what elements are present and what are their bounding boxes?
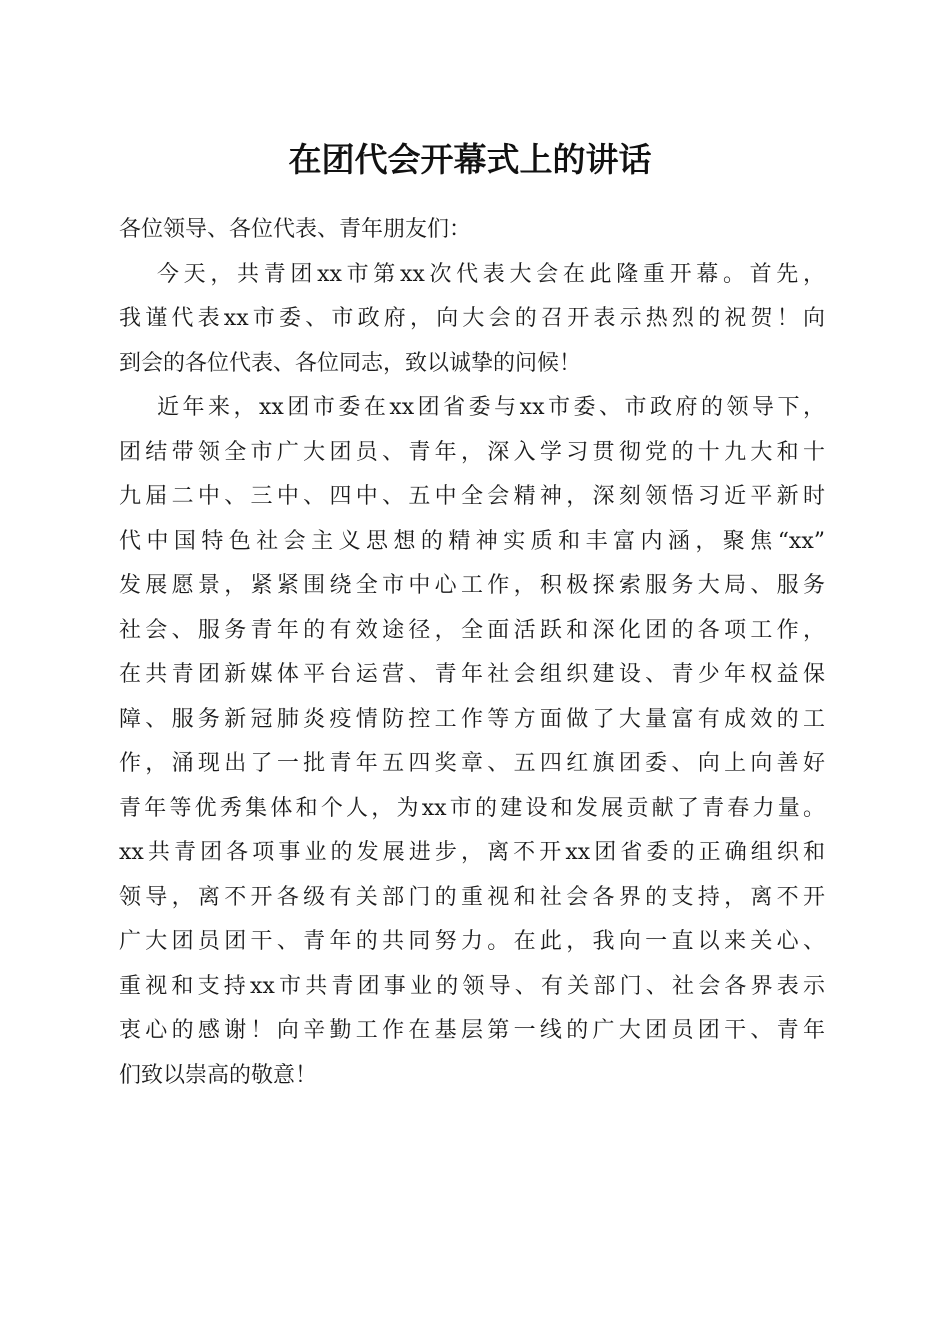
body-line: 近年来，xx团市委在xx团省委与xx市委、市政府的领导下， (157, 395, 825, 420)
body-line: 到会的各位代表、各位同志，致以诚挚的问候！ (119, 350, 582, 376)
body-line: 青年等优秀集体和个人，为xx市的建设和发展贡献了青春力量。 (119, 795, 825, 821)
body-line: 广大团员团干、青年的共同努力。在此，我向一直以来关心、 (119, 929, 825, 954)
body-line: 重视和支持xx市共青团事业的领导、有关部门、社会各界表示 (119, 973, 825, 999)
body-line: 今天，共青团xx市第xx次代表大会在此隆重开幕。首先， (157, 261, 825, 287)
body-line: 团结带领全市广大团员、青年，深入学习贯彻党的十九大和十 (119, 439, 825, 465)
body-line: 在共青团新媒体平台运营、青年社会组织建设、青少年权益保 (119, 662, 825, 687)
body-line: 作，涌现出了一批青年五四奖章、五四红旗团委、向上向善好 (119, 751, 825, 776)
body-line: 们致以崇高的敬意！ (119, 1062, 318, 1088)
body-line: 发展愿景，紧紧围绕全市中心工作，积极探索服务大局、服务 (119, 573, 825, 598)
body-line: 九届二中、三中、四中、五中全会精神，深刻领悟习近平新时 (119, 484, 825, 509)
body-line: 社会、服务青年的有效途径，全面活跃和深化团的各项工作， (119, 617, 825, 643)
body-line: 我谨代表xx市委、市政府，向大会的召开表示热烈的祝贺！向 (119, 306, 825, 331)
body-line: 障、服务新冠肺炎疫情防控工作等方面做了大量富有成效的工 (119, 706, 825, 732)
body-line: 代中国特色社会主义思想的精神实质和丰富内涵，聚焦“xx” (119, 528, 825, 554)
body-line: 各位领导、各位代表、青年朋友们： (119, 217, 472, 242)
body-line: 领导，离不开各级有关部门的重视和社会各界的支持，离不开 (119, 884, 825, 910)
document-body (119, 208, 825, 1098)
body-line: 衷心的感谢！向辛勤工作在基层第一线的广大团员团干、青年 (119, 1018, 825, 1043)
body-line: xx共青团各项事业的发展进步，离不开xx团省委的正确组织和 (119, 840, 825, 865)
document-title: 在团代会开幕式上的讲话 (288, 140, 652, 179)
